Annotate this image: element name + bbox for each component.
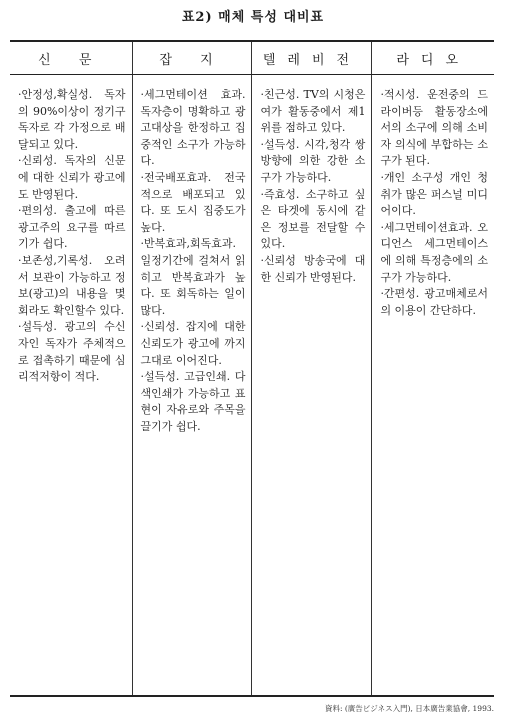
list-item: ·반복효과,회독효과. 일정기간에 걸쳐서 읽히고 반복효과가 높다. 또 회독하는 일이 많다. [140, 237, 246, 317]
list-item: ·안정성,확실성. 독자의 90%이상이 정기구독자로 각 가정으로 배달되고 있다. [18, 88, 126, 151]
television-cell [252, 75, 372, 697]
list-item: ·신뢰성. 독자의 신문에 대한 신뢰가 광고에도 반영된다. [18, 154, 126, 201]
list-item: ·설득성. 고급인쇄. 다색인쇄가 가능하고 표현이 자유로와 주목을 끌기가 쉽다. [140, 370, 246, 433]
radio-cell [372, 75, 494, 697]
list-item: ·친근성. TV의 시청은 여가 활동중에서 제1위를 점하고 있다. [260, 88, 366, 135]
header-row [10, 41, 494, 75]
header-radio: 라디오 [372, 41, 494, 75]
content-row [10, 75, 494, 697]
list-item: ·세그먼테이션효과. 오디언스 세그먼테이스에 의해 특정층에의 소구가 가능하다. [380, 220, 488, 284]
list-item: ·세그먼테이션 효과. 독자층이 명확하고 광고대상을 한정하고 집중적인 소구가 가능하다. [140, 88, 246, 168]
header-magazine: 잡 지 [132, 41, 252, 75]
list-item: ·보존성,기록성. 오려서 보관이 가능하고 정보(광고)의 내용을 몇회라도 확인할수 있다. [18, 253, 126, 317]
list-item: ·편의성. 출고에 따른 광고주의 요구를 따르기가 쉽다. [18, 204, 126, 251]
magazine-cell [132, 75, 252, 697]
source-note: 資料: (廣告ビジネス入門), 日本廣告業協會, 1993. [324, 704, 494, 713]
list-item: ·즉효성. 소구하고 싶은 타겟에 동시에 같은 정보를 전달할 수 있다. [260, 187, 366, 251]
list-item: ·개인 소구성 개인 청취가 많은 퍼스널 미디어이다. [380, 170, 488, 218]
list-item: ·설득성. 광고의 수신자인 독자가 주체적으로 접촉하기 때문에 심리적저항이 적다. [18, 320, 126, 384]
list-item: ·설득성. 시각,청각 쌍방향에 의한 강한 소구가 가능하다. [260, 137, 366, 184]
list-item: ·간편성. 광고매체로서의 이용이 간단하다. [380, 287, 488, 317]
header-newspaper: 신 문 [10, 41, 132, 75]
media-comparison-table [10, 40, 494, 697]
list-item: ·신뢰성. 잡지에 대한 신뢰도가 광고에 까지 그대로 이어진다. [140, 320, 246, 367]
list-item: ·전국배포효과. 전국적으로 배포되고 있다. 또 도시 집중도가 높다. [140, 170, 246, 234]
list-item: ·적시성. 운전중의 드라이버등 활동장소에서의 소구에 의해 소비자 의식에 부합하는 소구가 된다. [380, 88, 488, 168]
table-title: 표2) 매체 특성 대비표 [181, 10, 325, 25]
header-television: 텔레비전 [252, 41, 372, 75]
newspaper-cell [10, 75, 132, 697]
list-item: ·신뢰성 방송국에 대한 신뢰가 반영된다. [260, 253, 366, 284]
